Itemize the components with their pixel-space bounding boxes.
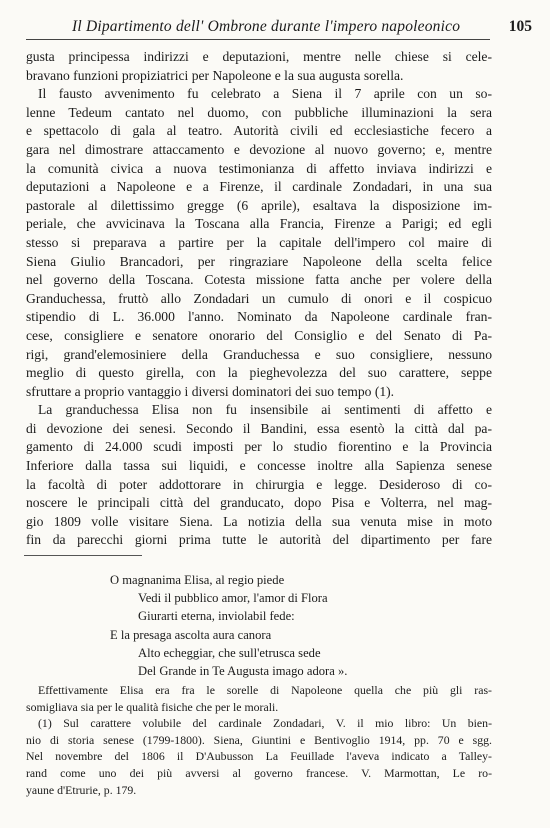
header-rule <box>26 39 490 40</box>
footnote-line: yaune d'Etrurie, p. 179. <box>26 782 137 797</box>
body-line: Inferiore dalla tassa sui liquidi, e concesse inoltre alla Sapienza senese <box>26 458 492 474</box>
body-line: deputazioni a Napoleone e a Firenze, il cardinale Zondadari, in una sua <box>26 179 492 195</box>
body-line: La granduchessa Elisa non fu insensibile ai sentimenti di affetto e <box>38 402 492 418</box>
body-text <box>26 48 492 550</box>
poem-line: Del Grande in Te Augusta imago adora ». <box>138 664 348 679</box>
body-line: gusta principessa indirizzi e deputazioni, mentre nelle chiese si cele- <box>26 49 492 64</box>
running-title: Il Dipartimento dell' Ombrone durante l'impero napoleonico <box>72 18 461 35</box>
body-line: bravano funzioni propiziatrici per Napoleone e la sua augusta sorella. <box>26 67 404 83</box>
body-line: rigi, grand'elemosiniere della Granduchessa e suo consigliere, nessuno <box>26 346 492 362</box>
poem-line: O magnanima Elisa, al regio piede <box>110 573 285 587</box>
poem-line: Vedi il pubblico amor, l'amor di Flora <box>138 591 328 606</box>
body-line: periale, che avvicinava la Toscana alla Francia, Firenze a Parigi; ed egli <box>26 216 492 232</box>
body-line: stipendio di L. 36.000 l'anno. Nominato da Napoleone cardinale fran- <box>26 309 492 325</box>
body-line: noscere le principali città del granducato, dopo Pisa e Volterra, nel mag- <box>26 495 492 511</box>
body-line: gio 1809 volle visitare Siena. La notizia della sua venuta mise in moto <box>26 513 492 529</box>
body-line: la comunità civica a nuova testimonianza di affetto inviava indirizzi e <box>26 160 492 176</box>
page-header <box>26 14 536 36</box>
body-line: gara nel dimostrare attaccamento e devozione al nuovo governo; e, mentre <box>26 141 492 157</box>
footnote-line: somigliava sia per le qualità fisiche che per le morali. <box>26 699 279 714</box>
body-line: pastorale al dilettissimo gregge (6 aprile), esaltava la disposizione im- <box>26 197 492 213</box>
body-line: stesso si preparava a partire per la capitale dell'impero col maire di <box>26 234 492 250</box>
body-line: nel governo della Toscana. Cotesta missione fatta anche per volere della <box>26 272 492 288</box>
footnotes <box>26 682 492 798</box>
footnote-line: Nel novembre del 1806 il D'Aubusson La Feuillade l'aveva indicato a Talley- <box>26 749 492 764</box>
poem-line: E la presaga ascolta aura canora <box>110 627 272 642</box>
body-line: la facoltà di poter addottorare in chirurgia e legge. Desideroso di co- <box>26 476 492 492</box>
page-number: 105 <box>508 18 532 35</box>
body-line: fin da parecchi giorni prima tutte le autorità del dipartimento per fare <box>26 532 492 548</box>
body-line: gamento di 24.000 scudi imposti per lo studio fiorentino e la Provincia <box>26 439 492 455</box>
body-line: cese, consigliere e senatore onorario del Consiglio e del Senato di Pa- <box>26 327 492 343</box>
footnote-line: Effettivamente Elisa era fra le sorelle di Napoleone quella che più gli ras- <box>38 683 492 697</box>
footnote-line: rand come uno dei più avversi al governo francese. V. Marmottan, Le ro- <box>26 765 492 780</box>
poem-line: Giurarti eterna, inviolabil fede: <box>138 609 295 624</box>
footnote-line: (1) Sul carattere volubile del cardinale Zondadari, V. il mio libro: Un bien- <box>38 716 492 731</box>
body-line: Granduchessa, fruttò allo Zondadari un cumulo di onori e il cospicuo <box>26 290 492 306</box>
body-line: e spettacolo di gala al teatro. Autorità civili ed ecclesiastiche fecero a <box>26 123 492 139</box>
poem-quote <box>110 571 490 680</box>
body-line: Il fausto avvenimento fu celebrato a Siena il 7 aprile con un so- <box>38 86 492 102</box>
poem-line: Alto echeggiar, che sull'etrusca sede <box>138 645 321 660</box>
body-line: Siena Giulio Brancadori, per ringraziare Napoleone della scelta felice <box>26 253 492 269</box>
body-line: lenne Tedeum cantato nel duomo, con pubbliche illuminazioni la sera <box>26 104 492 120</box>
footnote-separator <box>24 555 142 556</box>
body-line: di devozione dei senesi. Secondo il Bandini, essa esentò la città dal pa- <box>26 420 492 436</box>
body-line: sfruttare a proprio vantaggio i diversi dominatori dei suo tempo (1). <box>26 383 395 399</box>
body-line: meglio di questo girella, con la pieghevolezza del suo carattere, seppe <box>26 365 492 381</box>
footnote-line: nio di storia senese (1799-1800). Siena, Giuntini e Bentivoglio 1914, pp. 70 e sgg. <box>26 732 492 747</box>
